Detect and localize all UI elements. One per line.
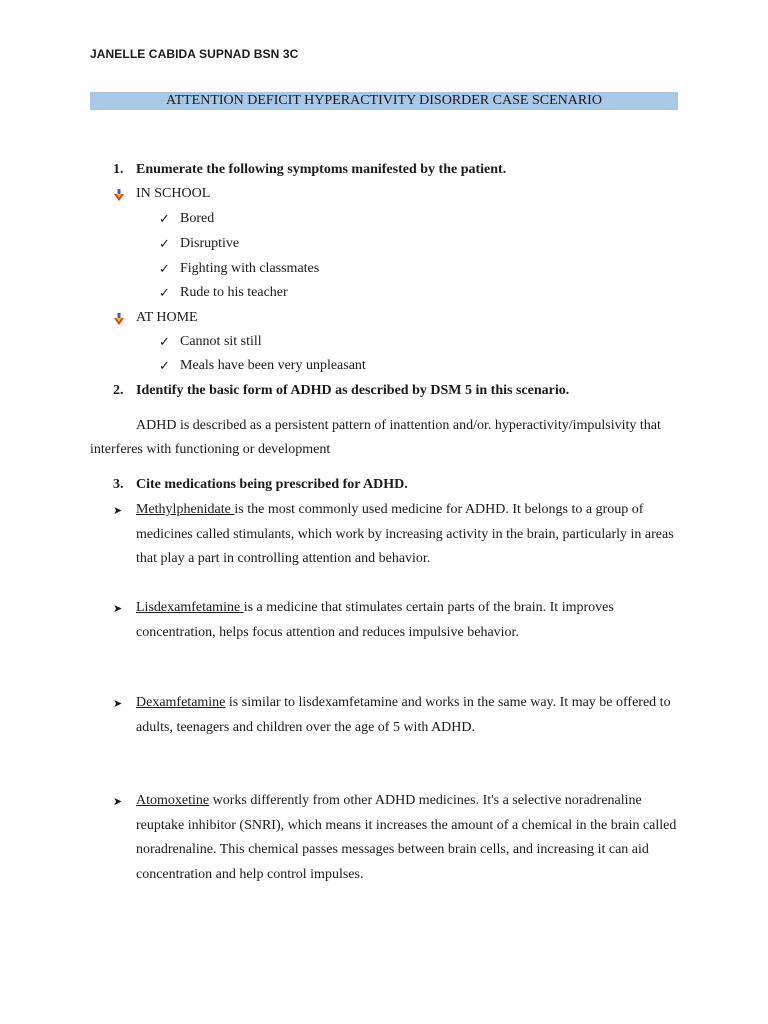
category-in-school: IN SCHOOL	[136, 186, 211, 201]
medication-text: is the most commonly used medicine for ADHD. It belongs to a group of	[234, 502, 644, 517]
checkmark-icon: ✓	[159, 334, 170, 349]
medication-text: is a medicine that stimulates certain parts of the brain. It improves	[243, 600, 614, 615]
arrow-bullet-icon: ➤	[113, 603, 123, 615]
list-item: Meals have been very unpleasant	[180, 358, 366, 373]
medication-text: concentration and help control impulses.	[136, 866, 364, 882]
medication-dexamfetamine	[136, 691, 671, 740]
medication-name: Atomoxetine	[136, 793, 210, 808]
question-1-number: 1.	[113, 162, 124, 177]
medication-text: that play a part in controlling attention and behavior.	[136, 551, 431, 566]
medication-text: works differently from other ADHD medicines. It's a selective noradrenaline	[209, 793, 642, 808]
category-at-home: AT HOME	[136, 310, 198, 325]
medication-text: adults, teenagers and children over the age of 5 with ADHD.	[136, 719, 476, 735]
arrow-down-bullet-icon	[114, 313, 124, 325]
list-item: Bored	[180, 211, 215, 226]
checkmark-icon: ✓	[159, 261, 170, 276]
checkmark-icon: ✓	[159, 285, 170, 300]
checkmark-icon: ✓	[159, 358, 170, 373]
medication-text: noradrenaline. This chemical passes messages between brain cells, and increasing it can aid	[136, 842, 649, 857]
medication-lisdexamfetamine	[136, 596, 614, 645]
list-item: Disruptive	[180, 236, 240, 251]
medication-text: reuptake inhibitor (SNRI), which means it increases the amount of a chemical in the brain called	[136, 817, 677, 833]
question-3-text: Cite medications being prescribed for ADHD.	[136, 477, 408, 492]
checkmark-icon: ✓	[159, 236, 170, 251]
medication-text: is similar to lisdexamfetamine and works in the same way. It may be offered to	[225, 695, 671, 710]
document-title: ATTENTION DEFICIT HYPERACTIVITY DISORDER CASE SCENARIO	[90, 92, 678, 110]
author-line: JANELLE CABIDA SUPNAD BSN 3C	[90, 47, 299, 61]
medication-name: Dexamfetamine	[136, 695, 226, 710]
question-3-number: 3.	[113, 477, 124, 492]
answer-2-line: interferes with functioning or development	[90, 442, 331, 457]
arrow-bullet-icon: ➤	[113, 698, 123, 710]
list-item: Rude to his teacher	[180, 285, 288, 300]
medication-name: Lisdexamfetamine	[136, 600, 244, 615]
medication-name: Methylphenidate	[136, 502, 235, 517]
question-2-text: Identify the basic form of ADHD as described by DSM 5 in this scenario.	[136, 383, 570, 398]
list-item: Fighting with classmates	[180, 261, 320, 276]
list-item: Cannot sit still	[180, 334, 262, 349]
arrow-down-bullet-icon	[114, 189, 124, 201]
checkmark-icon: ✓	[159, 211, 170, 226]
arrow-bullet-icon: ➤	[113, 796, 123, 808]
question-2-number: 2.	[113, 383, 124, 398]
medication-text: concentration, helps focus attention and reduces impulsive behavior.	[136, 624, 519, 640]
question-1-text: Enumerate the following symptoms manifested by the patient.	[136, 162, 507, 177]
answer-2-line: ADHD is described as a persistent pattern of inattention and/or. hyperactivity/impulsivity that	[136, 418, 661, 433]
medication-text: medicines called stimulants, which work by increasing activity in the brain, particularly in areas	[136, 526, 674, 542]
arrow-bullet-icon: ➤	[113, 505, 123, 517]
medication-atomoxetine	[136, 789, 676, 887]
medication-methylphenidate	[136, 498, 674, 572]
